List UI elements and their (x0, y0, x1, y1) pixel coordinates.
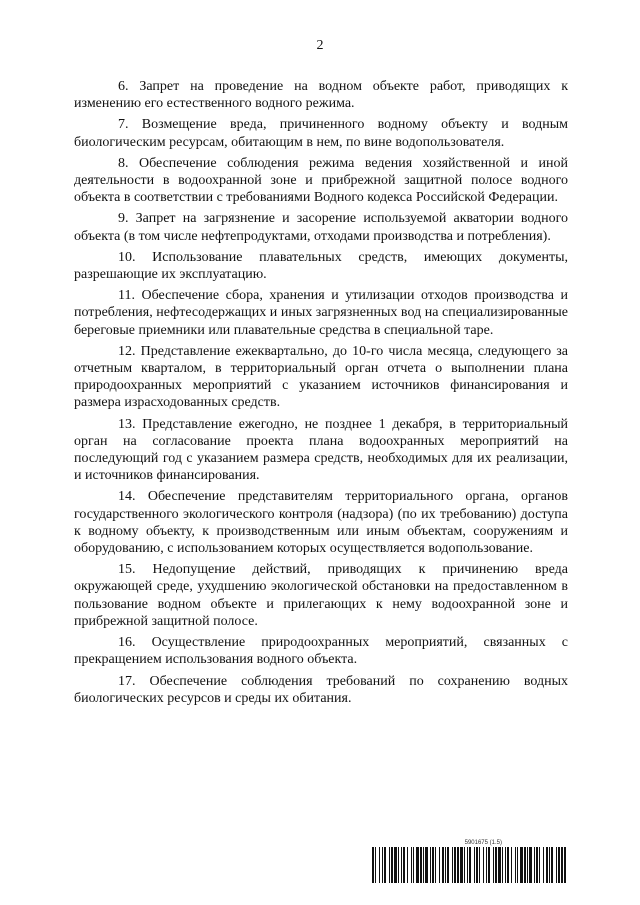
paragraph-item-6: 6. Запрет на проведение на водном объекте работ, приводящих к изменению его естественного водного режима. (74, 79, 568, 112)
paragraph-item-11: 11. Обеспечение сбора, хранения и утилизации отходов производства и потребления, нефтесодержащих и иных загрязненных вод на специализированные береговые приемники или плавательные средства в специальной таре. (74, 288, 568, 338)
page-number: 2 (316, 38, 324, 53)
paragraph-item-13: 13. Представление ежегодно, не позднее 1 декабря, в территориальный орган на согласование проекта плана водоохранных мероприятий на последующий год с указанием размера средств, необходимых для их реализации, и источников финансирования. (74, 416, 568, 484)
paragraph-item-14: 14. Обеспечение представителям территориального органа, органов государственного экологического контроля (надзора) (по их требованию) доступа к водному объекту, к производственным или иным объектам, сооружениям и оборудованию, с использованием которых осуществляется водопользование. (74, 489, 568, 557)
barcode-image (372, 847, 566, 883)
document-body (74, 78, 568, 711)
paragraph-item-10: 10. Использование плавательных средств, имеющих документы, разрешающие их эксплуатацию. (74, 249, 568, 283)
paragraph-item-9: 9. Запрет на загрязнение и засорение используемой акватории водного объекта (в том числе нефтепродуктами, отходами производства и потребления). (74, 211, 568, 244)
paragraph-item-16: 16. Осуществление природоохранных мероприятий, связанных с прекращением использования водного объекта. (74, 635, 568, 668)
paragraph-item-15: 15. Недопущение действий, приводящих к причинению вреда окружающей среде, ухудшению экологической обстановки на предоставленном в пользование водном объекте и прилегающих к нему водоохранной зоне и прибрежной защитной полосе. (74, 562, 568, 629)
barcode-caption: 5901675 (1.5) (464, 840, 502, 846)
barcode-block (372, 839, 566, 885)
paragraph-item-17: 17. Обеспечение соблюдения требований по сохранению водных биологических ресурсов и среды их обитания. (74, 673, 568, 706)
paragraph-item-12: 12. Представление ежеквартально, до 10-го числа месяца, следующего за отчетным кварталом, в территориальный орган отчета о выполнении плана природоохранных мероприятий с указанием источников финансирования и размера израсходованных средств. (74, 343, 568, 411)
paragraph-item-7: 7. Возмещение вреда, причиненного водному объекту и водным биологическим ресурсам, обитающим в нем, по вине водопользователя. (74, 117, 568, 150)
paragraph-item-8: 8. Обеспечение соблюдения режима ведения хозяйственной и иной деятельности в водоохранной зоне и прибрежной защитной полосе водного объекта в соответствии с требованиями Водного кодекса Российской Федерации. (74, 155, 568, 206)
